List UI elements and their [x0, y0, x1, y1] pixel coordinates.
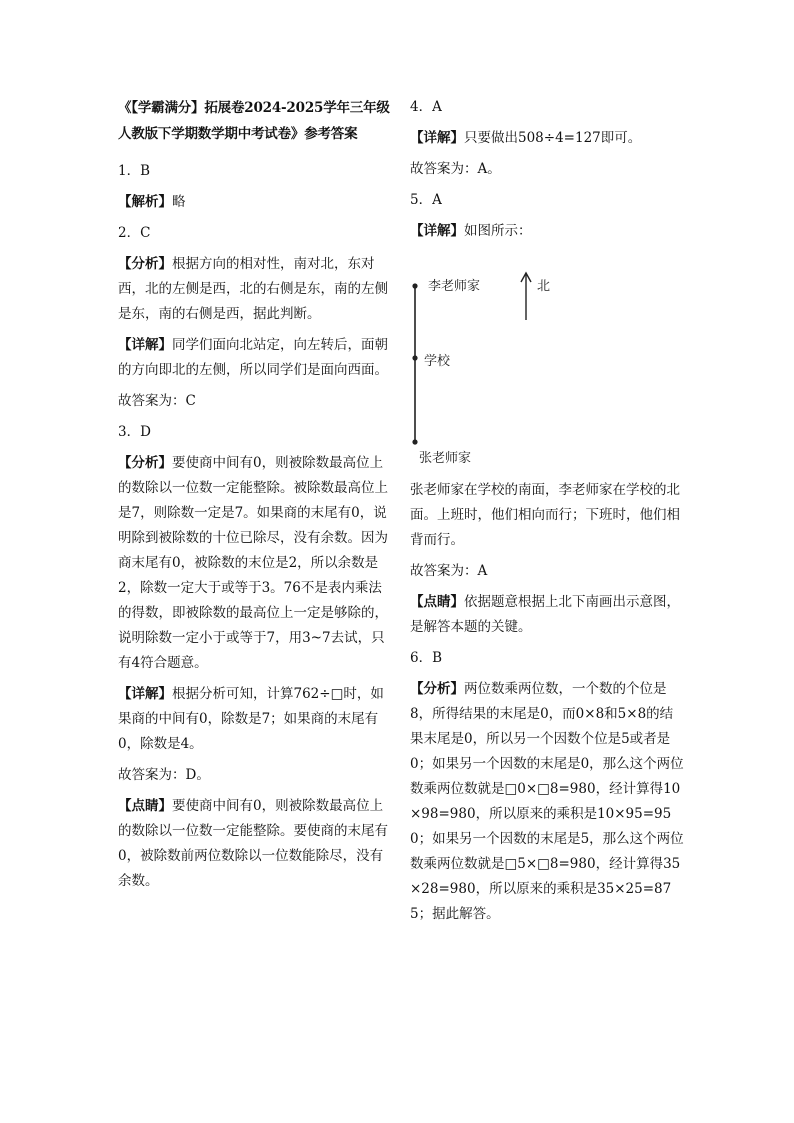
paragraph-text: 要使商中间有0，则被除数最高位上的数除以一位数一定能整除。被除数最高位上是7，则除数一定是7。如果商的末尾有0，说明除到被除数的十位已除尽，没有余数。因为商末尾有0，被除数的末位是2，所以余数是2，除数一定大于或等于3。76不是表内乘法的得数，即被除数的最高位上一定是够除的，说明除数一定小于或等于7，用3~7去试，只有4符合题意。: [118, 455, 388, 671]
answer-number: 6．B: [410, 650, 443, 666]
document-title: 《【学霸满分】拓展卷2024-2025学年三年级人教版下学期数学期中考试卷》参考答案: [118, 100, 390, 142]
section-tag: 【详解】: [410, 223, 464, 239]
paragraph-text: 故答案为：A。: [410, 161, 501, 177]
explanation-paragraph: [118, 451, 390, 676]
paragraph-text: 根据分析可知，计算762÷□时，如果商的中间有0，除数是7；如果商的末尾有0，除数是4。: [118, 686, 384, 752]
section-tag: 【分析】: [118, 455, 172, 471]
explanation-paragraph: [410, 126, 685, 151]
school-dot: [412, 355, 417, 360]
right-column-bottom: [410, 478, 685, 927]
explanation-paragraph: [118, 389, 390, 414]
paragraph-text: 同学们面向北站定，向左转后，面朝的方向即北的左侧，所以同学们是面向西面。: [118, 337, 388, 378]
explanation-paragraph: [118, 794, 390, 894]
answer-number: 5．A: [410, 192, 442, 208]
north-label: 北: [537, 279, 551, 294]
li-home-dot: [412, 283, 417, 288]
explanation-paragraph: [410, 219, 685, 244]
left-column: [118, 95, 390, 900]
paragraph-text: 略: [172, 194, 186, 210]
paragraph-text: 要使商中间有0，则被除数最高位上的数除以一位数一定能整除。要使商的末尾有0，被除数前两位数除以一位数能除尽，没有余数。: [118, 798, 388, 889]
li-home-label: 李老师家: [428, 279, 481, 294]
paragraph-text: 只要做出508÷4=127即可。: [464, 130, 642, 146]
explanation-paragraph: [118, 763, 390, 788]
explanation-paragraph: [118, 190, 390, 215]
section-tag: 【详解】: [118, 337, 172, 353]
answer-number: 4．A: [410, 99, 442, 115]
right-column: [410, 95, 685, 933]
section-tag: 【分析】: [118, 256, 172, 272]
explanation-paragraph: [118, 333, 390, 383]
section-tag: 【分析】: [410, 681, 464, 697]
paragraph-text: 故答案为：C: [118, 393, 196, 409]
explanation-paragraph: [410, 590, 685, 640]
paragraph-text: 依据题意根据上北下南画出示意图，是解答本题的关键。: [410, 594, 680, 635]
direction-diagram: [410, 250, 685, 472]
school-label: 学校: [424, 354, 451, 369]
section-tag: 【详解】: [410, 130, 464, 146]
explanation-paragraph: [118, 682, 390, 757]
explanation-paragraph: [410, 677, 685, 927]
paragraph-text: 张老师家在学校的南面，李老师家在学校的北面。上班时，他们相向而行；下班时，他们相背而行。: [410, 482, 680, 548]
paragraph-text: 如图所示：: [464, 223, 532, 239]
explanation-paragraph: [118, 252, 390, 327]
section-tag: 【解析】: [118, 194, 172, 210]
section-tag: 【点睛】: [410, 594, 464, 610]
section-tag: 【点睛】: [118, 798, 172, 814]
answer-number: 1．B: [118, 163, 151, 179]
paragraph-text: 根据方向的相对性，南对北，东对西，北的左侧是西，北的右侧是东，南的左侧是东，南的右侧是西，据此判断。: [118, 256, 388, 322]
paragraph-text: 故答案为：A: [410, 563, 488, 579]
right-column-top: [410, 95, 685, 244]
section-tag: 【详解】: [118, 686, 172, 702]
paragraph-text: 故答案为：D。: [118, 767, 210, 783]
zhang-home-label: 张老师家: [419, 451, 472, 466]
answer-number: 3．D: [118, 424, 151, 440]
left-column-body: [118, 159, 390, 894]
explanation-paragraph: [410, 559, 685, 584]
answer-number: 2．C: [118, 225, 151, 241]
explanation-paragraph: [410, 157, 685, 182]
paragraph-text: 两位数乘两位数，一个数的个位是8，所得结果的末尾是0，而0×8和5×8的结果末尾是0，所以另一个因数个位是5或者是0；如果另一个因数的末尾是0，那么这个两位数乘两位数就是□0×□8=980，经计算得10×98=980，所以原来的乘积是10×95=950；如果另一个因数的末尾是5，那么这个两位数乘两位数就是□5×□8=980，经计算得35×28=980，所以原来的乘积是35×25=875；据此解答。: [410, 681, 684, 922]
zhang-home-dot: [412, 439, 417, 444]
explanation-paragraph: [410, 478, 685, 553]
